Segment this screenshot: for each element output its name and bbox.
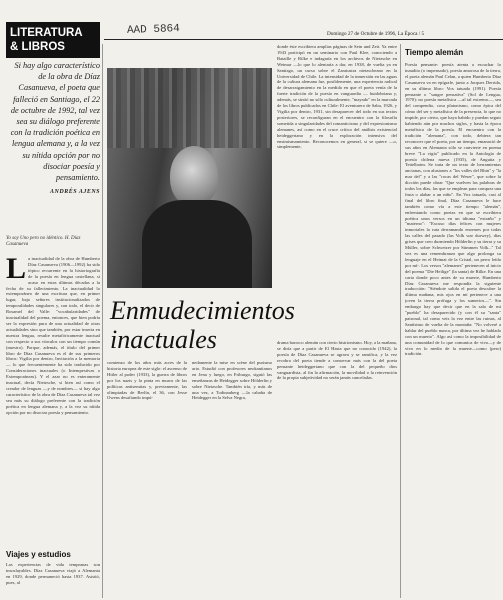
archive-stamp: AAD 5864 [126, 23, 181, 37]
header-rule [104, 39, 503, 40]
epigraph-text: Si hay algo característico de la obra de Díaz Casanueva, el poeta que falleció en Santiago, el 22 de octubre de 1992, tal vez sea su diálogo preferente con la tradición poética en lengua alemana y, a la vez su nítida opción por no disociar poesía y pensamiento. [10, 61, 100, 183]
portrait-head [170, 146, 218, 206]
body-column-3: nedamente la mise en scène del purismo ario. Estudió con profesores neokantianos en Jena y luego, en Friburgo, siguió las enseñanzas de Heidegger sobre Hölderlin y sobre Nietzsche. También iría, y más de una vez, a Todtnauberg —la cabaña de Heidegger en la Selva Negra, [192, 360, 272, 401]
bookshelf-backdrop [107, 68, 272, 148]
body-column-4-continued: drama barroco alemán con cierto histrionismo. Hoy, a la mañana, se diría que a partir de El Hasta que no conocido (1942), la poesía de Díaz Casanueva se agrava y se ramifica, y la vez recobra del poeta tiende a conservar más con la del poeta pensante heideggeriano que con la del pequeño dios vanguardista, al fin la afirmación, la movilidad o la reinvención de la propia subjetividad no serán jamás canceladas. [277, 340, 397, 381]
column-divider-2 [400, 44, 401, 598]
author-photo [107, 68, 272, 288]
epigraph [6, 60, 100, 195]
column-divider-1 [102, 44, 103, 598]
dedication: Yo soy Uno pero no idéntico. H. Díaz Casanueva [6, 236, 81, 247]
body-viajes: Las experiencias de vida tempranas son insoslayables. Díaz Casanueva viajó a Alemania en 1929, donde permaneció hasta 1937. Asistió, pues, al [6, 562, 100, 585]
drop-cap: L [6, 256, 27, 285]
article-title: Enmudecimientos inactuales [110, 296, 295, 354]
section-header [6, 22, 100, 58]
portrait-body [142, 200, 252, 288]
body-column-5: Poesía pensante: poesía atenta a escuchar lo inaudito (o impensado), poesía amorosa de la tierra, el poeta alemán Paul Celan, a quien Humberto Díaz Casanueva va en epígrafe, junto a Jacques Derrida, en su último libro: Vox tatuada (1991). Poesía pensante o "sangre pensativa" (Sol de Lengua, 1970): no poesía metafísica —al tal extremo—, sea del compendio, cosa platonismo, como épica del cómo del ser y metafísica de la presencia, lo que no impide, por cierto, que haya habido y puedan seguir habiendo aún por muchos siglos, y hasta la época metafísica de la poesía. El encuentro con la tradición "alemana", con todo, debiera tan reconocer que el poeta, por un tiempo, emanació de sus años en Alemania sólo se convierte en poema breve "La vigía" publicado en la Antología de poesía chilena nueva (1935), de Anguita y Teitelboim. Se trata de un texto de herramientas ancianas, con alusiones a "los valles del Rhin" y "la mar del" y a las "rocas del Weser", que sobre la dicción puede obrar "Que vuelven las palabras de todos los días, las que se emplean para comprar una fruta o alabar a un niño". En Vox tatuada, casi al final del libro final, Díaz Casanueva le hace también como vía a este tiempo "alemán", enfrentando como poetas en que se escribiera poética unos versos en un idioma "extraño" y "materno": "Excuso días felices con mujeres inmortales la ruta derramando enormes por todas las calles del pasado (las Volk war durwey), días grises que creo durmiendo Hölderlin y su tierra y su Müller, sobre Schweizer por Stimmen Volk..." Tal vez es una remembranza que algo prolonga su lenguaje en el Heimat de la Cristal, un perro leído por mí-. Los versos "alemanes" pertenecen al inicio del poema "Die Heilige" (la santa) de Rilke. En una carta donde poco antes de su muerte, Humberto Díaz Casanueva me respondía la siguiente traducción: "Siéndote salida el poeta descubre la última mañana, mis ojos en mí pertenece a una joven la tierra prófuga y los sumerios—". Sin embargo hay que decir que en la sala de mi "pueblo" ha desaparecido (y con él su "santa" patronal, tal como veis la vez entre las ruinas, al Santísimo de vuelta de la montaña: "No volveré a hablar del pueblo nunca, por última vez he hablado con un muerto". Algo así como la imposibilidad de una comunidad de lo que comunica de vivo—y de vivo en lo medio de la muerte—como (pero) tradición. [405, 62, 501, 357]
subhead-viajes: Viajes y estudios [6, 550, 71, 559]
body-column-4: donde éste escribiera amplias páginas de Sein und Zeit. Ya entre 1943 participó en un seminario con Paul Klee, conociendo a Bataille y Rilke e indagaría en los archivos de Nietzsche en Weimar —lo que lo alentaría a dar, en 1938, de vuelta ya en Santiago, un curso sobre el Zaratustra nietzscheano en la Universidad de Chile. La intensidad de la inmersión en las aguas de la cultura alemana fue, posiblemente, una experiencia radical de desarraigamiento en la medida en que el poeta venía de la fuerte tradición de la poesía en vanguardia — huidobriana y, además, se sintió no sólo culturalmente, "mayado" en la marcada de los libros publicados en Chile: El aventurero de Saba, 1926, y Vigilia por dentro, 1931, sin desaparecer del todo en sus textos posteriores, se reconfiguran en el encuentro con la filosofía sometida a singularidades del romanticismo y del expresionismo alemanes, así como en el cruce crítico del análisis existencial heideggeriano y en la exploración intensiva del ensimismamiento. Reconocemos en general, si se quiere —o, simplemente, [277, 44, 397, 150]
body-column-2: comienzo de los años más acres de la historia europea de este siglo: el ascenso de Hitler al poder (1933), la guerra de libros por los nazis y la pinta en muros de las políticas antisemitas y, previamente, las olimpiadas de Berlín, el 36, con Jesse Owens desafiando impú- [107, 360, 187, 401]
section-title: LITERATURA & LIBROS [10, 27, 83, 53]
column-1-lead: a inactualidad de la obra de Humberto Díaz Casanueva (1906—1992) ha sido tópico recurrente en la historiografía de la poesía en lengua castellana, si acaso en estas últimas décadas a la fecha de su fallecimiento. La inactualidad lo extemporáneo de una escritura que, en primer lugar, bajo señores institucionalizados de temporalidades singulares y, con todo, el decir de Rosamel del Valle: "vocabularidades" [6, 256, 100, 315]
subhead-tiempo: Tiempo alemán [405, 48, 464, 57]
column-1-text: de inactualidad del poema, entonces, que bien podría ser la expresión pura de una actualidad de otras actualidades sino que también, por estar inserta en nuestra lengua, resulte metafóricamente inactual con respecto a sus vínculos con un tiempo común (nuestro). Porque, además, el título del primer libro de Díaz Casanueva es el de sus primeros libros: Vigilia por dentro, Invitación a la memoria — lo que frecuentemente ha sido traducido por Consideraciones inactuales (o Intempestivas o Extemporáneas). Y el azar no es enteramente inactual, decía Nietzsche, si bien así como el creador de lenguas —y de nombres— si hay algo característico de la obra de Díaz Casanueva tal vez sea más su diálogo preferente con la tradición poética en lengua alemana y, a la vez su nítida opción por no disociar poesía y pensamiento. [6, 309, 100, 415]
body-column-1 [6, 256, 100, 546]
dateline: Domingo 27 de Octubre de 1996, La Época / 5 [327, 31, 425, 37]
epigraph-author: ANDRÉS AJENS [50, 189, 100, 196]
